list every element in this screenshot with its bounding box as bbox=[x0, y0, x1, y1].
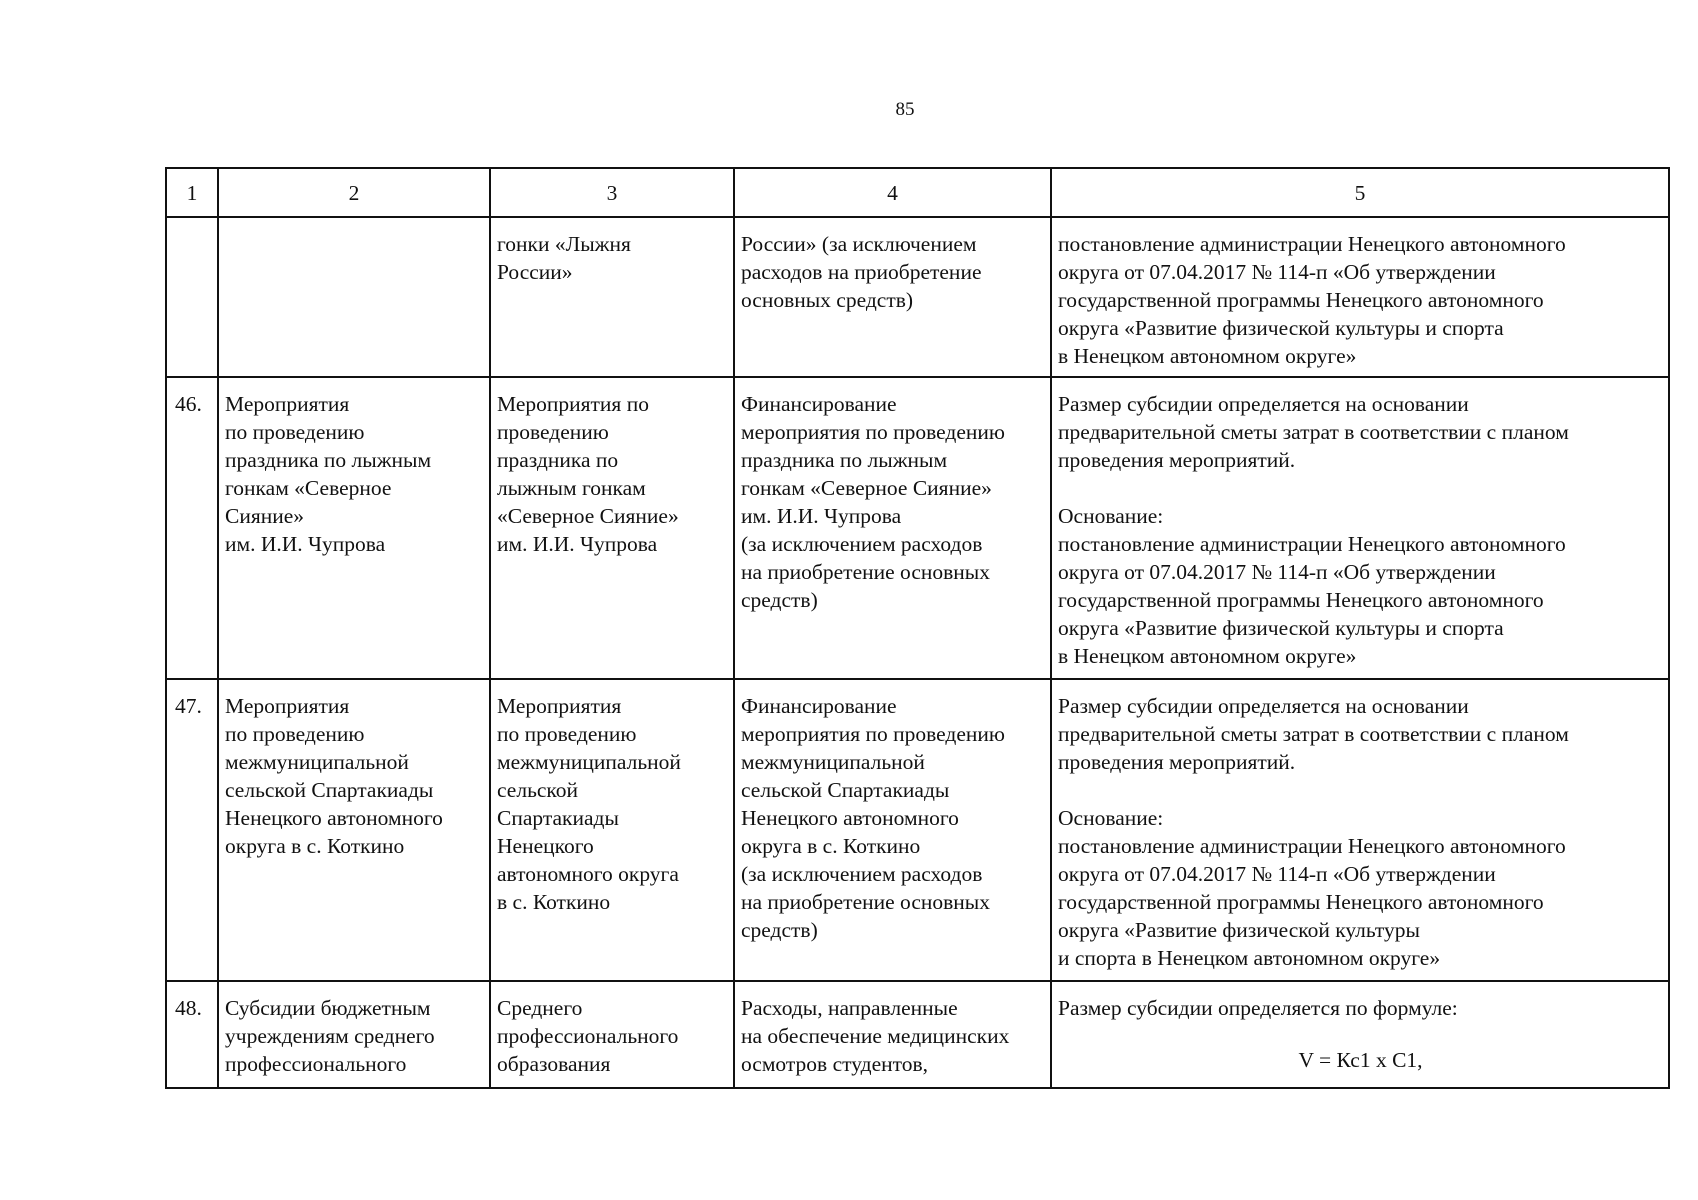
basis-cell bbox=[1051, 377, 1669, 679]
purpose-cell bbox=[734, 981, 1051, 1088]
purpose-text: Расходы, направленные на обеспечение медицинских осмотров студентов, bbox=[741, 996, 1010, 1076]
event-name-text: Мероприятия по проведению межмуниципальной сельской Спартакиады Ненецкого автономного округа в с. Коткино bbox=[225, 694, 443, 858]
header-cell-4: 4 bbox=[734, 168, 1051, 217]
table-row bbox=[166, 679, 1669, 981]
document-table bbox=[165, 167, 1670, 1089]
row-number: 46. bbox=[166, 377, 218, 679]
event-name-cell bbox=[218, 981, 490, 1088]
page-number: 85 bbox=[895, 99, 915, 120]
basis-cell bbox=[1051, 217, 1669, 377]
direction-cell bbox=[490, 217, 734, 377]
header-cell-3: 3 bbox=[490, 168, 734, 217]
table-row bbox=[166, 217, 1669, 377]
row-number: 47. bbox=[166, 679, 218, 981]
event-name-cell bbox=[218, 679, 490, 981]
event-name-text: Мероприятия по проведению праздника по лыжным гонкам «Северное Сияние» им. И.И. Чупрова bbox=[225, 392, 432, 556]
direction-cell bbox=[490, 377, 734, 679]
header-cell-1: 1 bbox=[166, 168, 218, 217]
basis-text: постановление администрации Ненецкого автономного округа от 07.04.2017 № 114-п «Об утверждении государственной программы Ненецкого автономного округа «Развитие физической культуры и спорта в Ненецком автономном округе» bbox=[1058, 232, 1566, 368]
direction-cell bbox=[490, 679, 734, 981]
basis-text: Размер субсидии определяется по формуле: bbox=[1058, 996, 1458, 1020]
direction-text: Мероприятия по проведению межмуниципальной сельской Спартакиады Ненецкого автономного округа в с. Коткино bbox=[497, 694, 681, 914]
event-name-cell bbox=[218, 377, 490, 679]
direction-cell bbox=[490, 981, 734, 1088]
event-name-cell bbox=[218, 217, 490, 377]
basis-text: Размер субсидии определяется на основании предварительной сметы затрат в соответствии с планом проведения мероприятий. Основание: постановление администрации Ненецкого автономного округа от 07.04.2017 № 114-п «Об утверждении государственной программы Ненецкого автономного округа «Развитие физической культуры и спорта в Ненецком автономном округе» bbox=[1058, 392, 1569, 668]
event-name-text: Субсидии бюджетным учреждениям среднего профессионального bbox=[225, 996, 435, 1076]
row-number bbox=[166, 217, 218, 377]
direction-text: Среднего профессионального образования bbox=[497, 996, 679, 1076]
basis-cell bbox=[1051, 679, 1669, 981]
purpose-cell bbox=[734, 217, 1051, 377]
purpose-cell bbox=[734, 377, 1051, 679]
purpose-text: Финансирование мероприятия по проведению межмуниципальной сельской Спартакиады Ненецкого автономного округа в с. Коткино (за исключением расходов на приобретение основных средств) bbox=[741, 694, 1005, 942]
table-row bbox=[166, 981, 1669, 1088]
header-cell-2: 2 bbox=[218, 168, 490, 217]
basis-cell bbox=[1051, 981, 1669, 1088]
direction-text: Мероприятия по проведению праздника по лыжным гонкам «Северное Сияние» им. И.И. Чупрова bbox=[497, 392, 679, 556]
row-number: 48. bbox=[166, 981, 218, 1088]
purpose-text: Финансирование мероприятия по проведению праздника по лыжным гонкам «Северное Сияние» им. И.И. Чупрова (за исключением расходов на приобретение основных средств) bbox=[741, 392, 1005, 612]
purpose-cell bbox=[734, 679, 1051, 981]
table-row bbox=[166, 377, 1669, 679]
table-header-row bbox=[166, 168, 1669, 217]
direction-text: гонки «Лыжня России» bbox=[497, 232, 631, 284]
basis-text: Размер субсидии определяется на основании предварительной сметы затрат в соответствии с планом проведения мероприятий. Основание: постановление администрации Ненецкого автономного округа от 07.04.2017 № 114-п «Об утверждении государственной программы Ненецкого автономного округа «Развитие физической культуры и спорта в Ненецком автономном округе» bbox=[1058, 694, 1569, 970]
purpose-text: России» (за исключением расходов на приобретение основных средств) bbox=[741, 232, 982, 312]
subsidy-formula: V = Кс1 х С1, bbox=[1298, 1048, 1423, 1072]
header-cell-5: 5 bbox=[1051, 168, 1669, 217]
